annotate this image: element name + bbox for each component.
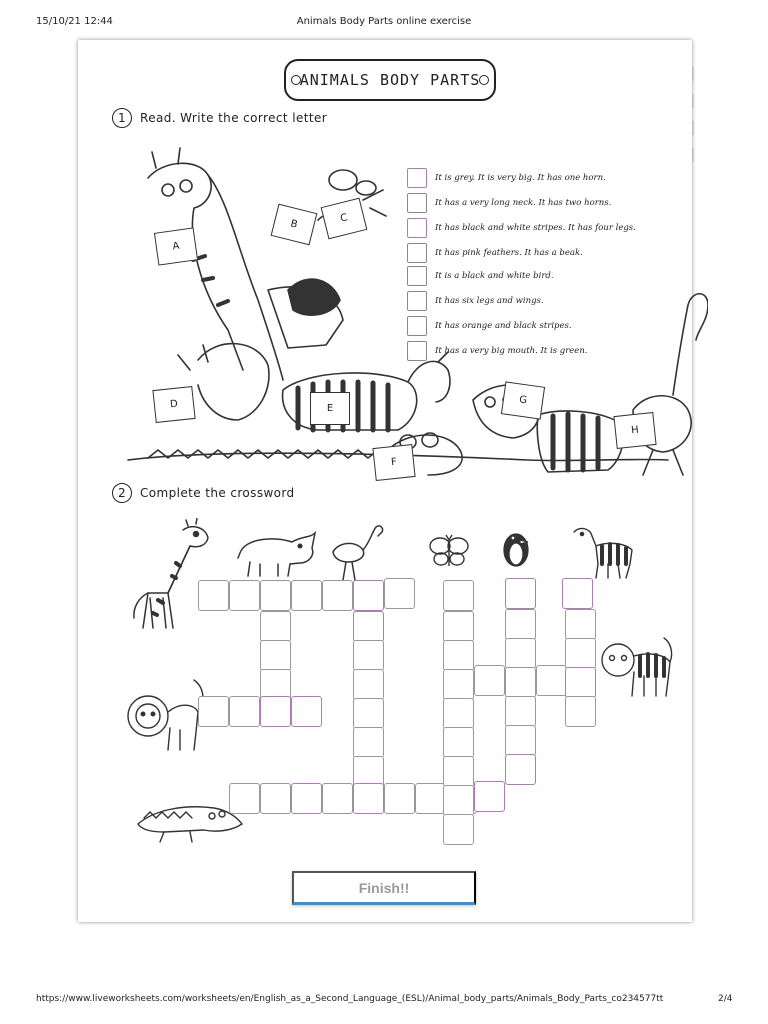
crossword-cell[interactable] — [565, 667, 596, 698]
answer-input-7[interactable] — [407, 316, 427, 336]
crossword-cell[interactable] — [353, 580, 384, 611]
crossword-cell[interactable] — [198, 696, 229, 727]
crossword-cell[interactable] — [260, 640, 291, 671]
crossword-cell[interactable] — [505, 609, 536, 640]
crossword-cell[interactable] — [565, 696, 596, 727]
picture-letter: B — [289, 218, 299, 231]
picture-letter: H — [630, 424, 640, 437]
section-1-number: 1 — [112, 108, 132, 128]
zebra-icon — [566, 524, 638, 580]
crossword-cell[interactable] — [505, 754, 536, 785]
crossword-cell[interactable] — [260, 783, 291, 814]
picture-label-d — [152, 386, 195, 423]
crossword-cell[interactable] — [353, 669, 384, 700]
picture-label-h — [613, 412, 656, 449]
picture-label-g — [501, 381, 545, 419]
crossword-cell[interactable] — [536, 665, 567, 696]
crossword-cell[interactable] — [415, 783, 446, 814]
crossword-cell[interactable] — [505, 578, 536, 609]
crossword-cell[interactable] — [322, 580, 353, 611]
crossword-cell[interactable] — [322, 783, 353, 814]
crossword-cell[interactable] — [291, 696, 322, 727]
answer-input-2[interactable] — [407, 193, 427, 213]
crossword-cell[interactable] — [260, 696, 291, 727]
flamingo-icon — [328, 522, 388, 582]
crossword-cell[interactable] — [260, 580, 291, 611]
crossword-cell[interactable] — [443, 756, 474, 787]
clue-sentence: It has black and white stripes. It has four legs. — [435, 223, 636, 233]
picture-letter: G — [518, 394, 528, 407]
answer-input-1[interactable] — [407, 168, 427, 188]
crossword-cell[interactable] — [384, 578, 415, 609]
crossword-cell[interactable] — [443, 611, 474, 642]
picture-letter: F — [390, 456, 398, 469]
crossword-cell[interactable] — [505, 725, 536, 756]
giraffe-icon — [128, 518, 213, 633]
picture-letter: A — [171, 240, 181, 253]
crossword-cell[interactable] — [474, 781, 505, 812]
picture-letter: E — [326, 403, 334, 414]
worksheet-page — [78, 40, 692, 922]
browser-footer-url: https://www.liveworksheets.com/worksheets/en/English_as_a_Second_Language_(ESL)/Animal_body_parts/Animals_Body_Parts_co234577tt — [36, 994, 664, 1004]
picture-label-a — [154, 227, 198, 265]
crossword-cell[interactable] — [353, 611, 384, 642]
crossword-cell[interactable] — [562, 578, 593, 609]
crossword-cell[interactable] — [443, 698, 474, 729]
clue-sentence: It has six legs and wings. — [435, 296, 544, 306]
section-2-instruction: Complete the crossword — [140, 486, 295, 500]
clue-sentence: It is a black and white bird. — [435, 271, 554, 281]
answer-input-3[interactable] — [407, 218, 427, 238]
section-1-heading — [112, 108, 327, 128]
answer-input-4[interactable] — [407, 243, 427, 263]
clue-sentence: It has a very long neck. It has two horns. — [435, 198, 612, 208]
picture-letter: C — [339, 212, 349, 225]
crossword-cell[interactable] — [443, 669, 474, 700]
crossword-cell[interactable] — [229, 580, 260, 611]
crossword-cell[interactable] — [505, 667, 536, 698]
crossword-cell[interactable] — [353, 698, 384, 729]
clue-sentence: It has orange and black stripes. — [435, 321, 572, 331]
crossword-cell[interactable] — [260, 611, 291, 642]
clue-sentence: It is grey. It is very big. It has one horn. — [435, 173, 606, 183]
picture-label-f — [372, 444, 415, 481]
tiger-icon — [598, 632, 676, 700]
worksheet-title — [284, 59, 496, 101]
crossword-cell[interactable] — [565, 609, 596, 640]
worksheet-title-text: ANIMALS BODY PARTS — [299, 71, 481, 89]
crossword-cell[interactable] — [565, 638, 596, 669]
picture-label-e — [310, 392, 350, 425]
crossword-cell[interactable] — [474, 665, 505, 696]
browser-header-title: Animals Body Parts online exercise — [296, 16, 472, 27]
crossword-cell[interactable] — [229, 696, 260, 727]
section-2-number: 2 — [112, 483, 132, 503]
lion-icon — [124, 672, 208, 752]
section-2-heading — [112, 483, 295, 503]
penguin-icon — [498, 526, 534, 570]
clue-sentence: It has a very big mouth. It is green. — [435, 346, 588, 356]
crossword-cell[interactable] — [443, 814, 474, 845]
browser-footer-page-counter: 2/4 — [718, 994, 733, 1004]
crossword-cell[interactable] — [443, 580, 474, 611]
browser-header-datetime: 15/10/21 12:44 — [36, 16, 113, 27]
crossword-cell[interactable] — [443, 785, 474, 816]
crossword-cell[interactable] — [443, 640, 474, 671]
crossword-cell[interactable] — [505, 696, 536, 727]
crossword-cell[interactable] — [505, 638, 536, 669]
finish-button[interactable]: Finish!! — [292, 871, 476, 905]
crossword-cell[interactable] — [353, 783, 384, 814]
crossword-cell[interactable] — [443, 727, 474, 758]
crossword-cell[interactable] — [353, 727, 384, 758]
answer-input-8[interactable] — [407, 341, 427, 361]
crossword-cell[interactable] — [384, 783, 415, 814]
crossword-cell[interactable] — [353, 640, 384, 671]
answer-input-6[interactable] — [407, 291, 427, 311]
crossword-cell[interactable] — [229, 783, 260, 814]
clue-sentence: It has pink feathers. It has a beak. — [435, 248, 583, 258]
section-1-instruction: Read. Write the correct letter — [140, 111, 328, 125]
rhino-icon — [230, 528, 320, 578]
crossword-cell[interactable] — [291, 580, 322, 611]
crossword-cell[interactable] — [198, 580, 229, 611]
crossword-cell[interactable] — [291, 783, 322, 814]
picture-letter: D — [169, 398, 179, 411]
answer-input-5[interactable] — [407, 266, 427, 286]
butterfly-icon — [428, 534, 470, 568]
